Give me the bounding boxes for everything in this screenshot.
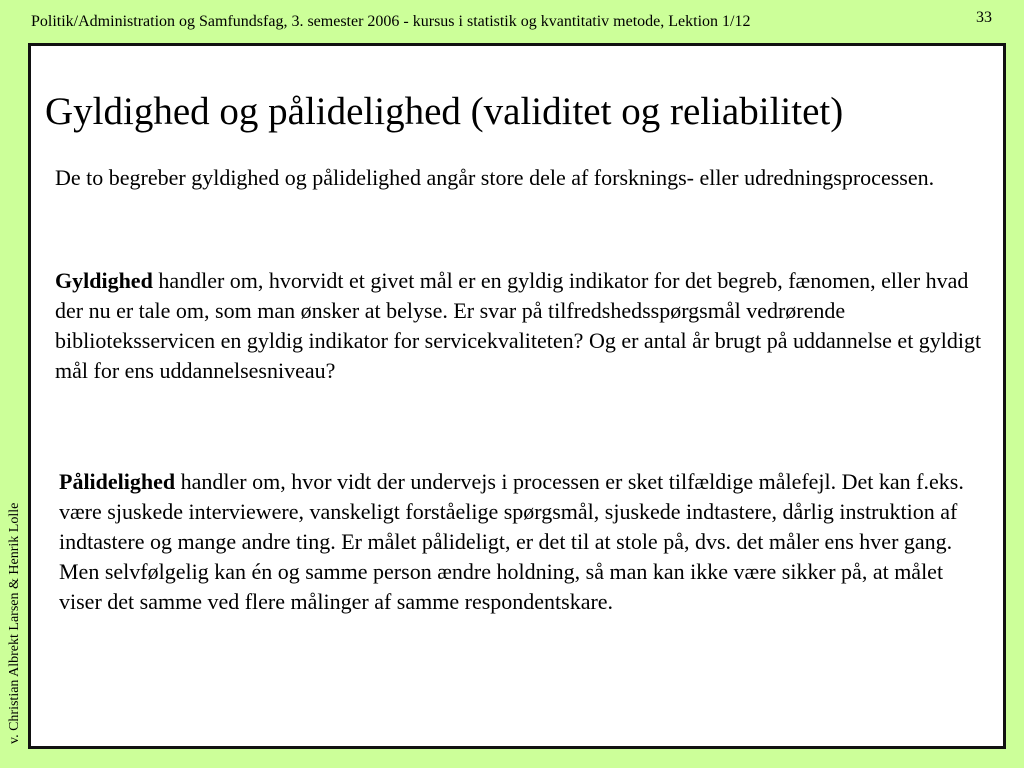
reliability-paragraph [59, 467, 989, 617]
author-credit: v. Christian Albrekt Larsen & Henrik Lolle [7, 502, 22, 744]
slide-number: 33 [976, 9, 992, 26]
slide-title: Gyldighed og pålidelighed (validitet og reliabilitet) [45, 90, 844, 133]
reliability-text: handler om, hvor vidt der undervejs i processen er sket tilfældige målefejl. Det kan f.eks. være sjuskede interviewere, vanskeligt forståelige spørgsmål, sjuskede indtastere, dårlig instruktion af indtastere og mange andre ting. Er målet pålideligt, er det til at stole på, dvs. det måler ens hver gang. Men selvfølgelig kan én og samme person ændre holdning, så man kan ikke være sikker på, at målet viser det samme ved flere målinger af samme respondentskare. [59, 469, 964, 614]
course-header: Politik/Administration og Samfundsfag, 3. semester 2006 - kursus i statistik og kvantitativ metode, Lektion 1/12 [31, 13, 751, 30]
slide-content-panel [28, 43, 1006, 749]
reliability-term: Pålidelighed [59, 469, 176, 494]
intro-paragraph: De to begreber gyldighed og pålidelighed angår store dele af forsknings- eller udredningsprocessen. [55, 165, 935, 190]
validity-text: handler om, hvorvidt et givet mål er en gyldig indikator for det begreb, fænomen, eller hvad der nu er tale om, som man ønsker at belyse. Er svar på tilfredshedsspørgsmål vedrørende biblioteksservicen en gyldig indikator for servicekvaliteten? Og er antal år brugt på uddannelse et gyldigt mål for ens uddannelsesniveau? [55, 268, 982, 383]
validity-paragraph [55, 266, 1000, 386]
validity-term: Gyldighed [55, 268, 153, 293]
